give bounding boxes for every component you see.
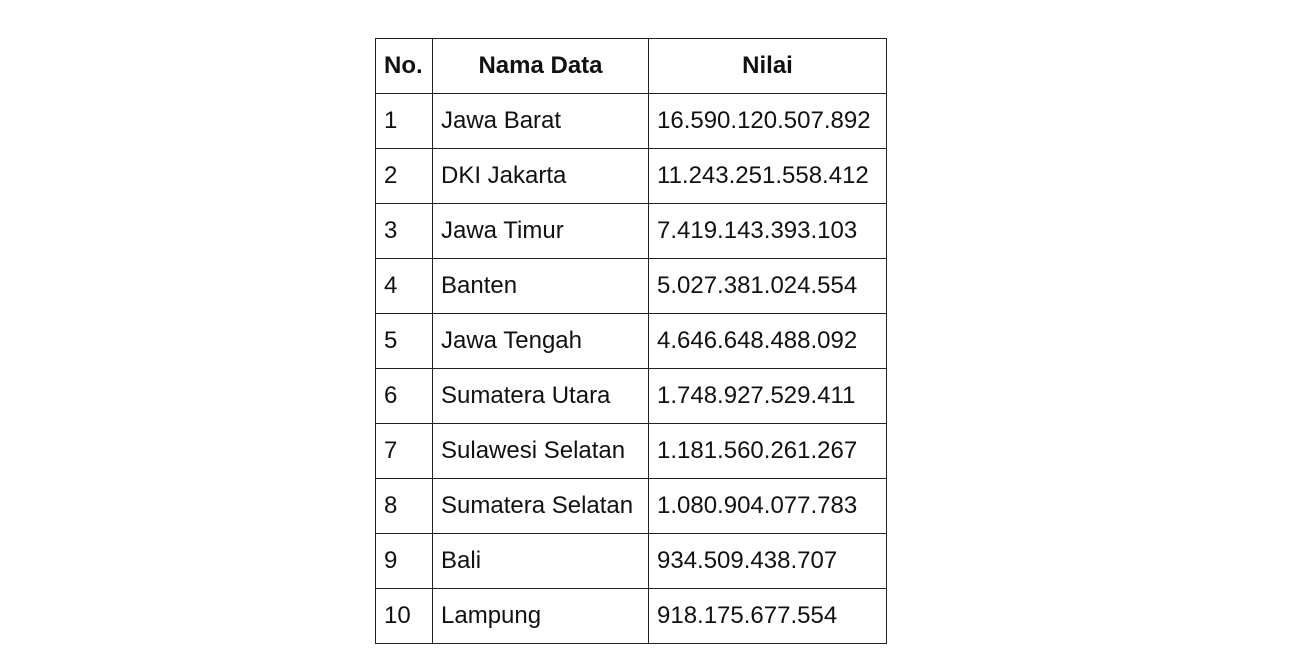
table-row xyxy=(376,534,887,589)
cell-name: Sulawesi Selatan xyxy=(433,424,649,479)
cell-name: Lampung xyxy=(433,589,649,644)
table-row xyxy=(376,259,887,314)
cell-name: Sumatera Utara xyxy=(433,369,649,424)
table-header-row xyxy=(376,39,887,94)
cell-value: 1.181.560.261.267 xyxy=(649,424,887,479)
cell-no: 3 xyxy=(376,204,433,259)
cell-value: 1.080.904.077.783 xyxy=(649,479,887,534)
cell-name: Banten xyxy=(433,259,649,314)
cell-name: Jawa Tengah xyxy=(433,314,649,369)
cell-value: 7.419.143.393.103 xyxy=(649,204,887,259)
cell-no: 5 xyxy=(376,314,433,369)
cell-value: 934.509.438.707 xyxy=(649,534,887,589)
cell-no: 7 xyxy=(376,424,433,479)
cell-no: 6 xyxy=(376,369,433,424)
table-row xyxy=(376,369,887,424)
cell-name: Jawa Timur xyxy=(433,204,649,259)
data-table xyxy=(375,38,887,644)
cell-no: 1 xyxy=(376,94,433,149)
table-row xyxy=(376,424,887,479)
cell-name: Bali xyxy=(433,534,649,589)
table-row xyxy=(376,314,887,369)
table-row xyxy=(376,204,887,259)
table-row xyxy=(376,149,887,204)
header-value: Nilai xyxy=(649,39,887,94)
cell-no: 9 xyxy=(376,534,433,589)
cell-no: 2 xyxy=(376,149,433,204)
cell-value: 11.243.251.558.412 xyxy=(649,149,887,204)
cell-no: 8 xyxy=(376,479,433,534)
cell-name: DKI Jakarta xyxy=(433,149,649,204)
table-row xyxy=(376,589,887,644)
cell-no: 10 xyxy=(376,589,433,644)
table-row xyxy=(376,479,887,534)
cell-name: Sumatera Selatan xyxy=(433,479,649,534)
cell-value: 16.590.120.507.892 xyxy=(649,94,887,149)
cell-no: 4 xyxy=(376,259,433,314)
cell-value: 918.175.677.554 xyxy=(649,589,887,644)
header-no: No. xyxy=(376,39,433,94)
cell-name: Jawa Barat xyxy=(433,94,649,149)
header-name: Nama Data xyxy=(433,39,649,94)
cell-value: 5.027.381.024.554 xyxy=(649,259,887,314)
cell-value: 1.748.927.529.411 xyxy=(649,369,887,424)
cell-value: 4.646.648.488.092 xyxy=(649,314,887,369)
table-row xyxy=(376,94,887,149)
